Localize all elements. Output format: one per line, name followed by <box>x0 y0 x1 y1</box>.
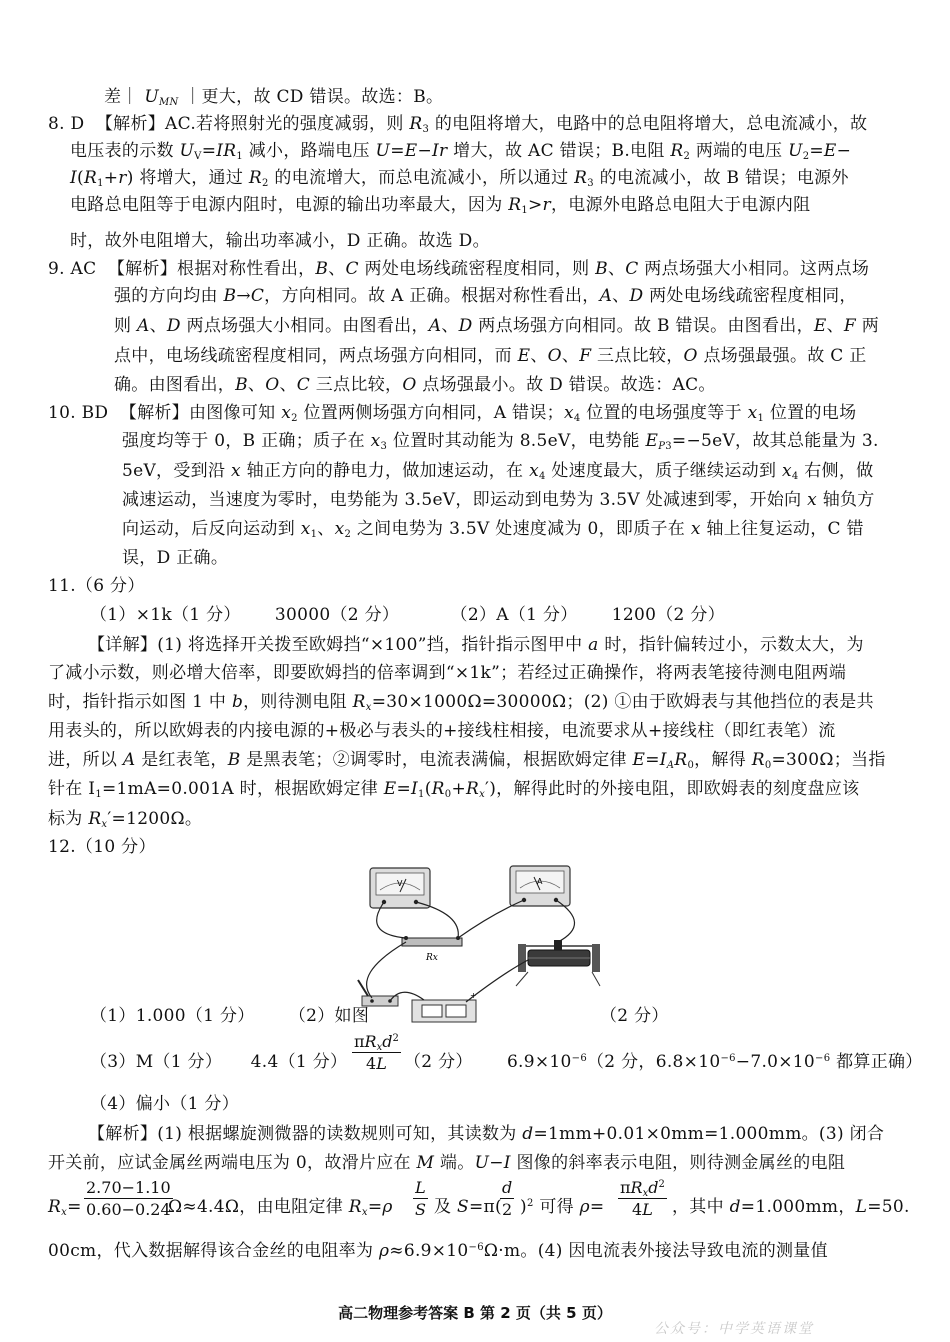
formula-fraction: 2.70−1.10 0.60−0.24 <box>86 1178 171 1219</box>
text-line: 强度均等于 0，B 正确；质子在 $x_3$ 位置时其动能为 8.5eV，电势能 $E_{P3}=-5eV$，故其总能量为 3. <box>122 431 879 452</box>
formula-fraction: L S <box>415 1178 426 1219</box>
text-line: 向运动，后反向运动到 $x_1$、$x_2$ 之间电势为 3.5V 处速度减为 0，即质子在 x 轴上往复运动，C 错 <box>122 519 864 540</box>
formula-fraction: d 2 <box>502 1178 513 1219</box>
text-line: （2 分） $6.9\times 10^{-6}(2$ 分，$6.8\times 10^{-6}-7.0\times 10^{-6}$ 都算正确） <box>404 1052 923 1072</box>
text-line: 误，D 正确。 <box>122 548 229 568</box>
text-line: 10. BD 【解析】由图像可知 $x_2$ 位置两侧场强方向相同，A 错误；$x_4$ 位置的电场强度等于 $x_1$ 位置的电场 <box>48 403 857 424</box>
voltmeter-label: V <box>397 879 403 888</box>
text-line: 时，故外电阻增大，输出功率减小，D 正确。故选 D。 <box>70 231 490 251</box>
text-line: （1）×1k（1 分） 30000（2 分） （2）A（1 分） 1200（2 分） <box>90 605 725 625</box>
text-line: 针在 $I_1=1mA=0.001A$ 时，根据欧姆定律 $E=I_1(R_0+R_x')$，解得此时的外接电阻，即欧姆表的刻度盘应该 <box>48 779 860 800</box>
text-line: ，其中 d=1.000mm，L=50. <box>672 1197 910 1217</box>
text-line: 点中，电场线疏密程度相同，两点场强方向相同，而 E、O、F 三点比较，O 点场强最强。故 C 正 <box>114 346 867 366</box>
text-line: )$^2$ 可得 ρ= <box>520 1197 605 1217</box>
text-line: $I(R_1+r)$ 将增大，通过 $R_2$ 的电流增大，而总电流减小，所以通过 $R_3$ 的电流减小，故 B 错误；电源外 <box>70 168 849 189</box>
resistor-rx-icon <box>402 936 462 963</box>
text-line: Ω≈4.4Ω，由电阻定律 $R_x=\rho$ <box>168 1197 393 1218</box>
text-line: 时，指针指示如图 1 中 b，则待测电阻 $R_x=30\times 1000\Omega=30000\Omega$；(2) ①由于欧姆表与其他挡位的表是共 <box>48 692 874 713</box>
text-line: 12.（10 分） <box>48 837 156 857</box>
text-line: 进，所以 A 是红表笔，B 是黑表笔；②调零时，电流表满偏，根据欧姆定律 $E=I_AR_0$，解得 $R_0=300\Omega$；当指 <box>48 750 886 771</box>
text-line: 00cm，代入数据解得该合金丝的电阻率为 $\rho\approx 6.9\times 10^{-6}\Omega\cdot m$。(4) 因电流表外接法导致电流的测量值 <box>48 1241 828 1261</box>
text-line: （2 分） <box>600 1006 669 1026</box>
ammeter-label: A <box>537 877 543 886</box>
text-line: 了减小示数，则必增大倍率，即要欧姆挡的倍率调到“×1k”；若经过正确操作，将两表笔接待测电阻两端 <box>48 663 847 683</box>
text-line: 及 S=π( <box>434 1197 502 1217</box>
text-line: 【详解】(1) 将选择开关拨至欧姆挡“×100”挡，指针指示图甲中 a 时，指针偏转过小，示数太大，为 <box>88 635 864 655</box>
text-line: 电路总电阻等于电源内阻时，电源的输出功率最大，因为 $R_1>r$，电源外电路总电阻大于电源内阻 <box>70 195 811 216</box>
text-line: 电压表的示数 $U_V=IR_1$ 减小，路端电压 U=E−Ir 增大，故 AC 错误；B.电阻 $R_2$ 两端的电压 $U_2=E-$ <box>70 141 852 162</box>
text-line: 标为 $R_x'=1200\Omega$。 <box>48 809 203 830</box>
text-line: 9. AC 【解析】根据对称性看出，B、C 两处电场线疏密程度相同，则 B、C 两点场强大小相同。这两点场 <box>48 259 870 279</box>
text-line: 用表头的，所以欧姆表的内接电源的+极必与表头的+接线柱相接，电流要求从+接线柱（即红表笔）流 <box>48 721 836 741</box>
voltmeter-icon <box>370 868 430 908</box>
text-line: （1）1.000（1 分） （2）如图 <box>90 1006 370 1026</box>
ammeter-icon <box>510 866 570 906</box>
page-footer: 高二物理参考答案 B 第 2 页（共 5 页） <box>338 1304 612 1322</box>
text-line: （3）M（1 分） 4.4（1 分） <box>90 1052 348 1072</box>
watermark: 公众号：中学英语课堂 <box>654 1321 814 1337</box>
formula-fraction: $\pi R_xd^2$ 4L <box>620 1178 665 1219</box>
text-line: 则 A、D 两点场强大小相同。由图看出，A、D 两点场强方向相同。故 B 错误。由图看出，E、F 两 <box>114 316 880 336</box>
text-line: 强的方向均由 B→C，方向相同。故 A 正确。根据对称性看出，A、D 两处电场线疏密程度相同， <box>114 286 857 306</box>
text-line: 【解析】(1) 根据螺旋测微器的读数规则可知，其读数为 d=1mm+0.01×0mm=1.000mm。(3) 闭合 <box>88 1124 885 1144</box>
rx-label: Rx <box>426 953 438 963</box>
text-line: $R_x=$ <box>48 1197 82 1218</box>
text-line: 开关前，应试金属丝两端电压为 0，故滑片应在 M 端。U−I 图像的斜率表示电阻，则待测金属丝的电阻 <box>48 1153 846 1173</box>
circuit-figure <box>342 864 604 1030</box>
text-line: 5eV，受到沿 x 轴正方向的静电力，做加速运动，在 $x_4$ 处速度最大，质子继续运动到 $x_4$ 右侧，做 <box>122 461 874 482</box>
text-line: 11.（6 分） <box>48 576 145 596</box>
svg-text:+: + <box>470 991 477 1000</box>
battery-icon <box>412 991 477 1022</box>
rheostat-icon <box>516 940 600 986</box>
text-line: 确。由图看出，B、O、C 三点比较，O 点场强最小。故 D 错误。故选：AC。 <box>114 375 716 395</box>
text-line: （4）偏小（1 分） <box>90 1094 240 1114</box>
text-line: 减速运动，当速度为零时，电势能为 3.5eV，即运动到电势为 3.5V 处减速到零，开始向 x 轴负方 <box>122 490 875 510</box>
formula-fraction: $\pi R_xd^2$ 4L <box>354 1032 399 1073</box>
text-line: 8. D 【解析】AC.若将照射光的强度减弱，则 $R_3$ 的电阻将增大，电路中的总电阻将增大，总电流减小，故 <box>48 114 868 135</box>
text-line: 差｜ $U_{MN}$ ｜更大，故 CD 错误。故选：B。 <box>104 87 444 108</box>
